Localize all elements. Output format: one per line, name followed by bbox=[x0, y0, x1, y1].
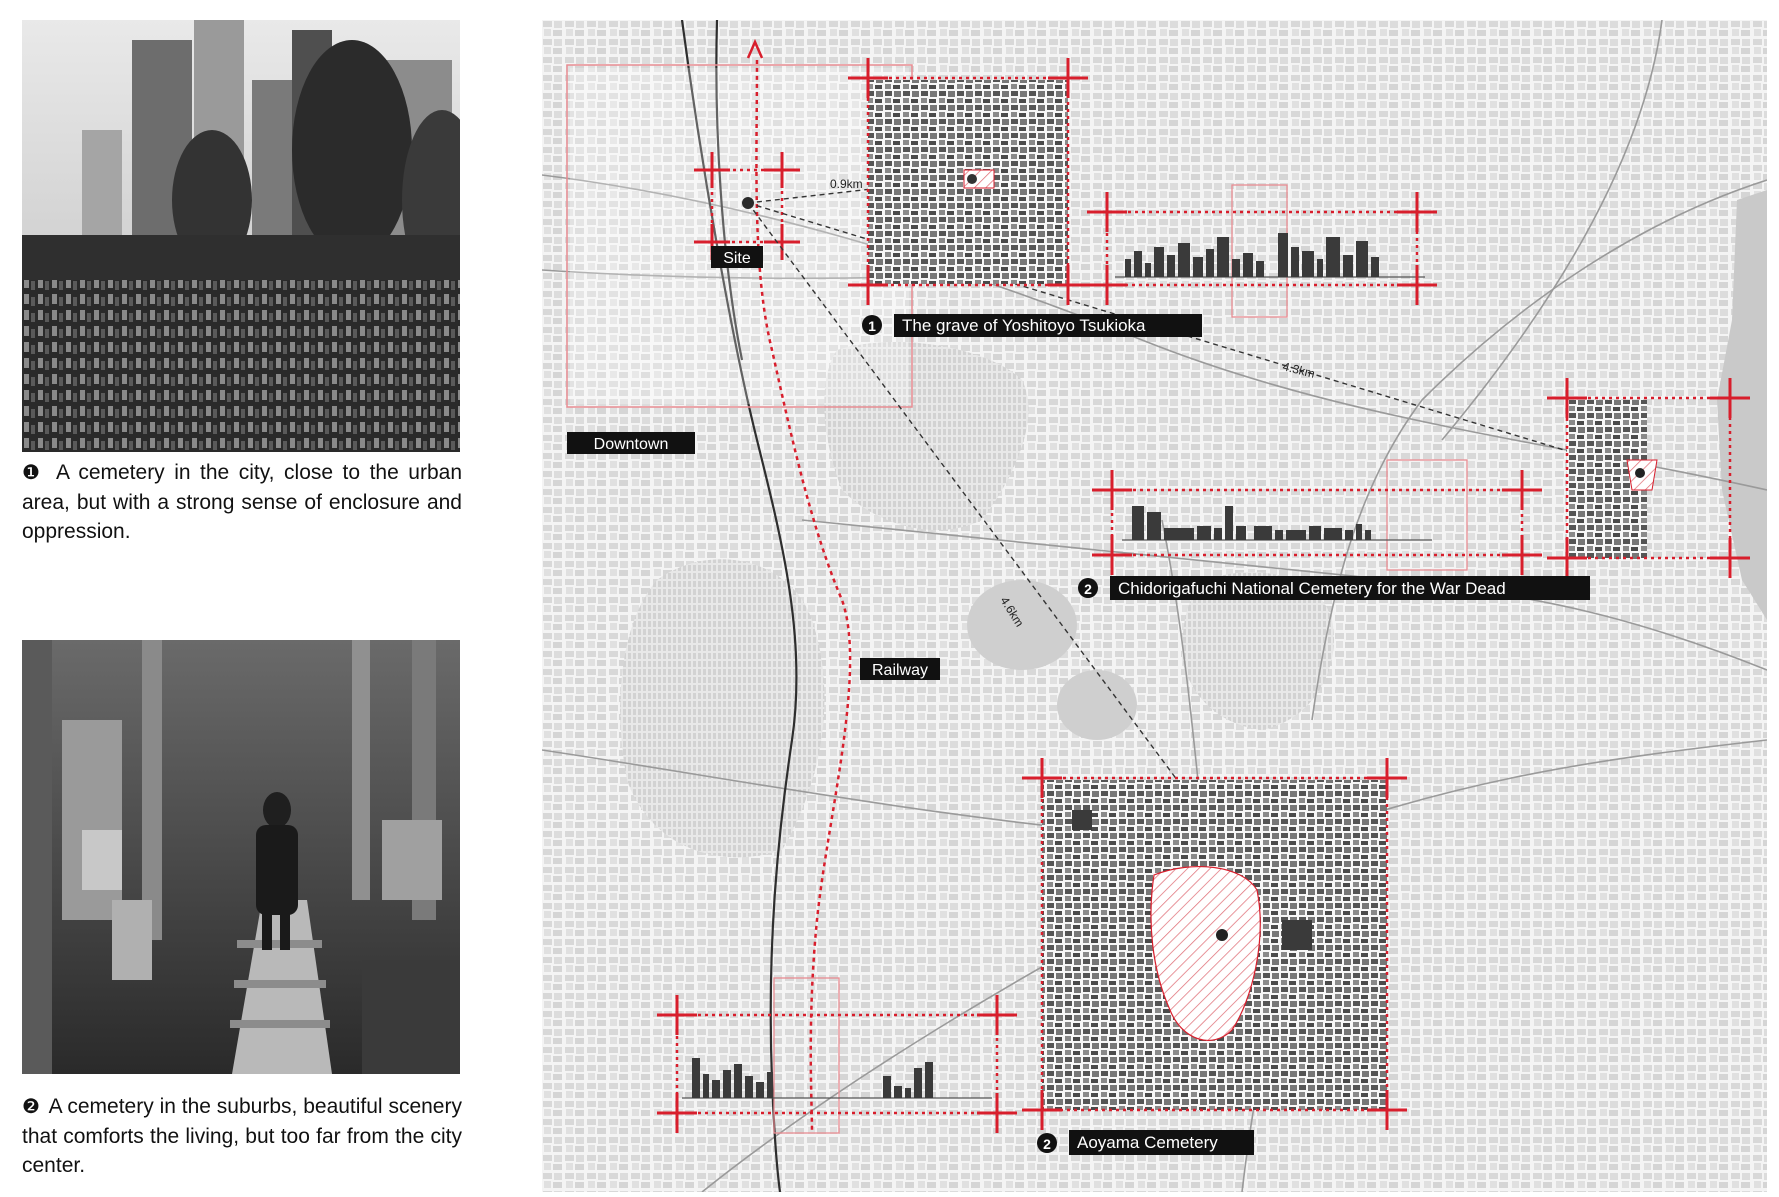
skyline-bar bbox=[1132, 506, 1144, 540]
skyline-bar bbox=[1309, 526, 1321, 540]
skyline-bar bbox=[1302, 251, 1314, 277]
skyline-bar bbox=[1324, 528, 1342, 540]
skyline-bar bbox=[883, 1076, 891, 1098]
skyline-bar bbox=[1217, 237, 1229, 277]
skyline-bar bbox=[1365, 530, 1371, 540]
skyline-bar bbox=[1134, 251, 1142, 277]
place-label-chidorigafuchi bbox=[1078, 576, 1590, 600]
skyline-bar bbox=[1147, 512, 1161, 540]
skyline-bar bbox=[1256, 261, 1264, 277]
distance-label: 0.9km bbox=[830, 177, 863, 191]
skyline-bar bbox=[712, 1080, 720, 1098]
place-label-aoyama bbox=[1037, 1130, 1254, 1155]
site-label-text: Site bbox=[723, 250, 751, 267]
skyline-bar bbox=[1145, 263, 1151, 277]
distance-label: 4.3km bbox=[1281, 359, 1317, 381]
skyline-bar bbox=[1193, 257, 1203, 277]
photo-urban-cemetery bbox=[22, 20, 460, 452]
park-area bbox=[1057, 670, 1137, 740]
park-area bbox=[967, 580, 1077, 670]
skyline-bar bbox=[1286, 530, 1306, 540]
skyline-bar bbox=[703, 1074, 709, 1098]
skyline-bar bbox=[1278, 233, 1288, 277]
caption-number: ❶ bbox=[22, 462, 44, 484]
skyline-bar bbox=[905, 1088, 911, 1098]
skyline-bar bbox=[925, 1062, 933, 1098]
skyline-bar bbox=[1164, 528, 1194, 540]
distance-label: 4.6km bbox=[997, 594, 1027, 630]
place-name: Aoyama Cemetery bbox=[1077, 1133, 1218, 1152]
skyline-bar bbox=[1317, 259, 1323, 277]
caption-text: A cemetery in the suburbs, beautiful scenery that comforts the living, but too far from the city center. bbox=[22, 1095, 462, 1177]
skyline-bar bbox=[1371, 257, 1379, 277]
skyline-bar bbox=[1232, 259, 1240, 277]
place-name: Chidorigafuchi National Cemetery for the War Dead bbox=[1118, 579, 1506, 598]
site-dot-icon bbox=[742, 197, 754, 209]
railway-label-text: Railway bbox=[871, 662, 929, 679]
caption-urban-cemetery bbox=[22, 458, 462, 546]
railway-label bbox=[860, 658, 940, 680]
skyline-bar bbox=[1206, 249, 1214, 277]
place-number: 1 bbox=[868, 318, 876, 334]
skyline-bar bbox=[1291, 247, 1299, 277]
skyline-bar bbox=[1254, 526, 1272, 540]
photo-suburban-cemetery bbox=[22, 640, 460, 1074]
park-area bbox=[620, 559, 824, 857]
skyline-bar bbox=[756, 1082, 764, 1098]
skyline-bar bbox=[1243, 253, 1253, 277]
skyline-bar bbox=[1326, 237, 1340, 277]
skyline-bar bbox=[1275, 530, 1283, 540]
caption-number: ❷ bbox=[22, 1096, 40, 1118]
skyline-bar bbox=[692, 1058, 700, 1098]
map-diagram bbox=[542, 20, 1767, 1192]
skyline-bar bbox=[1345, 530, 1353, 540]
caption-text: A cemetery in the city, close to the urban area, but with a strong sense of enclosure and oppression. bbox=[22, 461, 462, 543]
skyline-bar bbox=[745, 1076, 753, 1098]
place-number: 2 bbox=[1043, 1136, 1051, 1152]
caption-suburban-cemetery bbox=[22, 1092, 462, 1180]
site-dot-icon bbox=[1216, 929, 1228, 941]
skyline-bar bbox=[1225, 506, 1233, 540]
skyline-bar bbox=[1343, 255, 1353, 277]
site-dot-icon bbox=[967, 174, 977, 184]
skyline-bar bbox=[1197, 526, 1211, 540]
skyline-bar bbox=[914, 1068, 922, 1098]
skyline-bar bbox=[894, 1086, 902, 1098]
site-dot-icon bbox=[1635, 468, 1645, 478]
skyline-bar bbox=[1214, 528, 1222, 540]
skyline-bar bbox=[1236, 526, 1246, 540]
place-number: 2 bbox=[1084, 581, 1092, 597]
skyline-bar bbox=[1167, 255, 1175, 277]
skyline-bar bbox=[723, 1070, 731, 1098]
site-label bbox=[711, 246, 763, 268]
place-name: The grave of Yoshitoyo Tsukioka bbox=[902, 316, 1146, 335]
place-label-yoshitoyo bbox=[862, 314, 1202, 337]
skyline-bar bbox=[1356, 241, 1368, 277]
skyline-bar bbox=[1356, 524, 1362, 540]
downtown-label bbox=[567, 432, 695, 454]
skyline-bar bbox=[1154, 247, 1164, 277]
skyline-bar bbox=[1125, 259, 1131, 277]
skyline-bar bbox=[734, 1064, 742, 1098]
skyline-bar bbox=[1178, 243, 1190, 277]
skyline-bar bbox=[767, 1072, 773, 1098]
downtown-label-text: Downtown bbox=[593, 436, 669, 453]
